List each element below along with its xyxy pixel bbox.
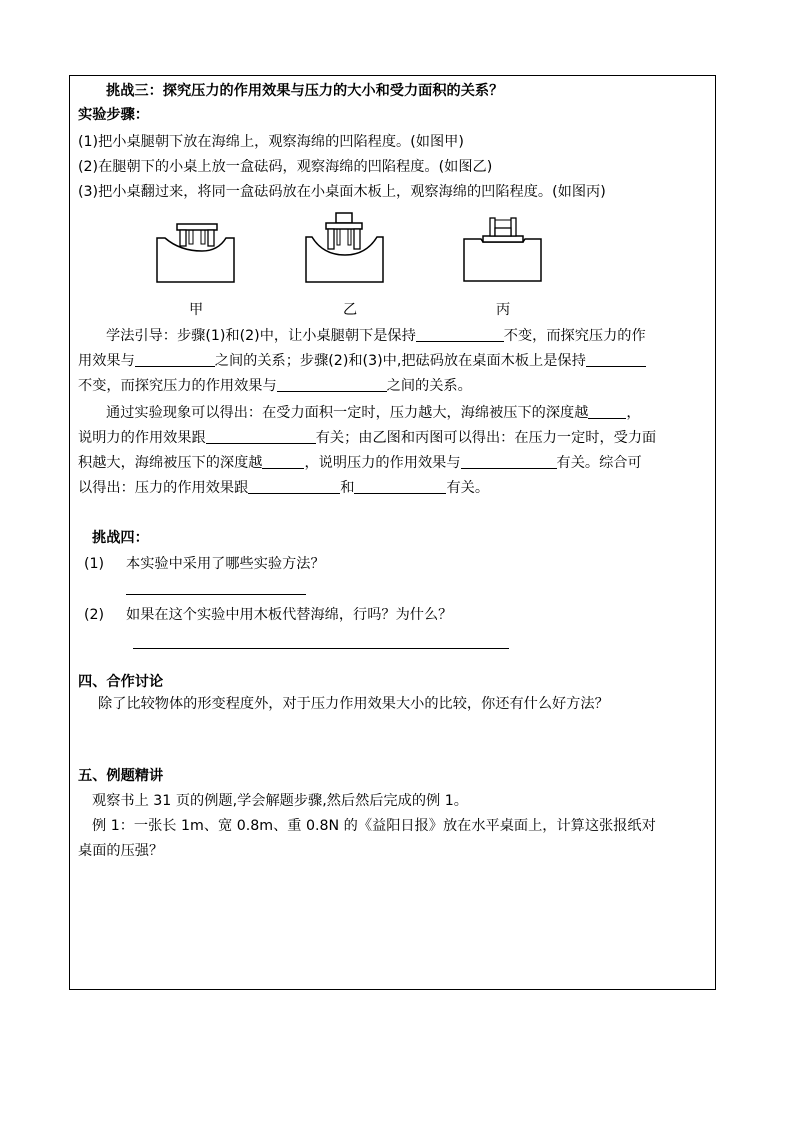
q2-number: (2) xyxy=(84,607,105,623)
worksheet-frame xyxy=(69,75,716,990)
figure-bing xyxy=(463,216,543,282)
guide-line-2: 用效果与 之间的关系；步骤(2)和(3)中,把砝码放在桌面木板上是保持 xyxy=(78,351,646,371)
conclusion-line-3: 积越大，海绵被压下的深度越 ，说明压力的作用效果与 有关。综合可 xyxy=(78,455,642,471)
step-2: (2)在腿朝下的小桌上放一盒砝码，观察海绵的凹陷程度。(如图乙) xyxy=(78,159,493,175)
figure-yi xyxy=(305,211,385,283)
step-1: (1)把小桌腿朝下放在海绵上，观察海绵的凹陷程度。(如图甲) xyxy=(78,134,464,150)
section5-intro: 观察书上 31 页的例题,学会解题步骤,然后然后完成的例 1。 xyxy=(92,793,468,809)
challenge3-title: 挑战三：探究压力的作用效果与压力的大小和受力面积的关系？ xyxy=(106,83,504,99)
q1-text: 本实验中采用了哪些实验方法？ xyxy=(126,556,325,572)
figure-label-jia: 甲 xyxy=(189,302,204,318)
blank-input[interactable] xyxy=(262,454,304,469)
blank-input[interactable] xyxy=(277,377,387,392)
q1-answer-line[interactable] xyxy=(126,580,306,595)
conclusion-line-1: 通过实验现象可以得出：在受力面积一定时，压力越大，海绵被压下的深度越 ， xyxy=(106,405,641,421)
blank-input[interactable] xyxy=(248,479,340,494)
blank-input[interactable] xyxy=(206,429,316,444)
section4-text: 除了比较物体的形变程度外，对于压力作用效果大小的比较，你还有什么好方法？ xyxy=(98,696,609,712)
q2-text: 如果在这个实验中用木板代替海绵，行吗？为什么？ xyxy=(126,607,453,623)
conclusion-line-4: 以得出：压力的作用效果跟 和 有关。 xyxy=(78,480,490,496)
challenge4-title: 挑战四： xyxy=(92,530,149,546)
steps-heading: 实验步骤： xyxy=(78,107,149,123)
figure-label-yi: 乙 xyxy=(343,302,358,318)
step-3: (3)把小桌翻过来，将同一盒砝码放在小桌面木板上，观察海绵的凹陷程度。(如图丙) xyxy=(78,184,606,200)
example-1-line-2: 桌面的压强？ xyxy=(78,843,164,859)
blank-input[interactable] xyxy=(354,479,446,494)
example-1-line-1: 例 1：一张长 1m、宽 0.8m、重 0.8N 的《益阳日报》放在水平桌面上，计算这张报纸对 xyxy=(92,818,656,834)
guide-line-3: 不变，而探究压力的作用效果与 之间的关系。 xyxy=(78,378,472,394)
q1-number: (1) xyxy=(84,556,105,572)
q2-answer-line[interactable] xyxy=(133,634,509,649)
section4-heading: 四、合作讨论 xyxy=(78,674,164,690)
figure-label-bing: 丙 xyxy=(496,302,511,318)
blank-input[interactable] xyxy=(135,352,215,367)
blank-input[interactable] xyxy=(586,352,646,367)
conclusion-line-2: 说明力的作用效果跟 有关；由乙图和丙图可以得出：在压力一定时，受力面 xyxy=(78,430,657,446)
guide-line-1: 学法引导：步骤(1)和(2)中，让小桌腿朝下是保持 不变，而探究压力的作 xyxy=(106,328,646,344)
blank-input[interactable] xyxy=(461,454,557,469)
section5-heading: 五、例题精讲 xyxy=(78,768,164,784)
blank-input[interactable] xyxy=(416,327,504,342)
blank-input[interactable] xyxy=(588,404,626,419)
figure-jia xyxy=(156,219,236,283)
